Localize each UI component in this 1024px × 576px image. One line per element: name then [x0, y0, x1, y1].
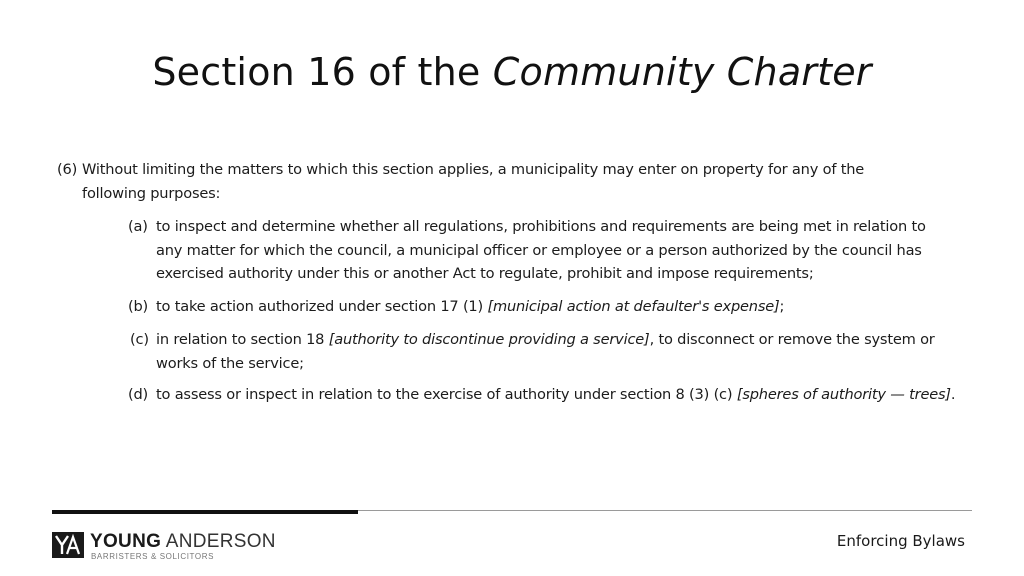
logo-subtitle: BARRISTERS & SOLICITORS	[91, 552, 215, 561]
logo-bold-text: YOUNG	[90, 531, 162, 552]
logo-light-text: ANDERSON	[165, 531, 276, 552]
clause-6-number: (6)	[57, 161, 78, 178]
young-anderson-logo	[52, 532, 312, 562]
ya-monogram-icon	[52, 532, 84, 558]
item-b-plain: to take action authorized under section 17 (1)	[156, 298, 488, 315]
item-c-tail: , to disconnect or remove the system or	[649, 331, 935, 348]
item-a-line-3: exercised authority under this or another Act to regulate, prohibit and impose requirements;	[156, 265, 814, 282]
item-b-label: (b)	[128, 298, 149, 315]
title-italic-text: Community Charter	[492, 50, 872, 94]
item-a-line-1: to inspect and determine whether all regulations, prohibitions and requirements are being met in relation to	[156, 218, 926, 235]
item-c-plain: in relation to section 18	[156, 331, 329, 348]
item-d-text	[156, 383, 955, 407]
item-a-label: (a)	[128, 218, 148, 235]
slide-title	[0, 50, 1024, 94]
item-c-label: (c)	[130, 331, 149, 348]
item-d-plain: to assess or inspect in relation to the exercise of authority under section 8 (3) (c)	[156, 386, 737, 403]
item-c-italic: [authority to discontinue providing a service]	[328, 331, 650, 348]
item-d-label: (d)	[128, 386, 149, 403]
logo-wordmark	[90, 531, 276, 553]
item-c-line-1	[156, 328, 935, 352]
item-a-line-2: any matter for which the council, a municipal officer or employee or a person authorized by the council has	[156, 242, 922, 259]
footer-divider-thick	[52, 510, 358, 514]
clause-6-line-2: following purposes:	[82, 185, 221, 202]
footer-topic: Enforcing Bylaws	[836, 532, 965, 550]
item-c-line-2: works of the service;	[156, 355, 304, 372]
clause-6-line-1: Without limiting the matters to which this section applies, a municipality may enter on property for any of the	[82, 161, 865, 178]
item-d-italic: [spheres of authority — trees]	[736, 386, 951, 403]
item-b-italic: [municipal action at defaulter's expense]	[487, 298, 780, 315]
item-d-tail: .	[950, 386, 956, 403]
title-plain-text: Section 16 of the	[152, 50, 493, 94]
item-b-tail: ;	[779, 298, 785, 315]
item-b-text	[156, 295, 784, 319]
